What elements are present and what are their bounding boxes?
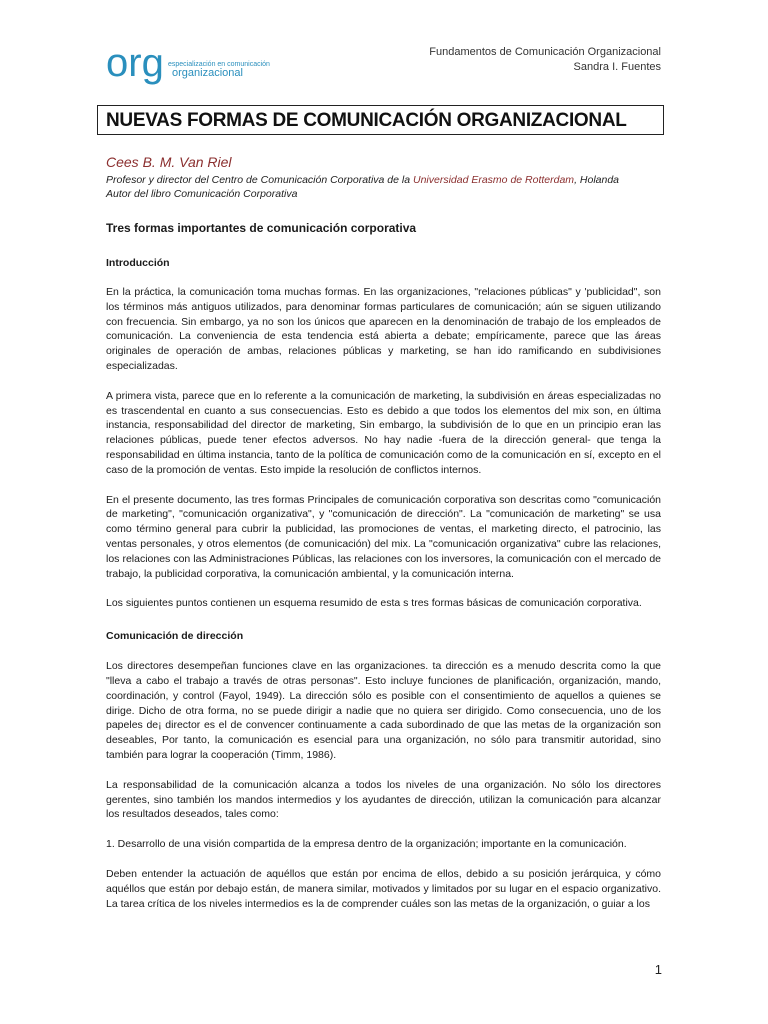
logo-tagline-2: organizacional bbox=[172, 67, 243, 79]
paragraph: Los directores desempeñan funciones clave en las organizaciones. ta dirección es a menudo descrita como la que "lleva a cabo el trabajo a través de otras personas". Esto incluye funciones de planificación, organización, mando, coordinación, y control (Fayol, 1949). La dirección sólo es posible con el consentimiento de aquellos a quienes se dirige. Dicho de otra forma, no se puede dirigir a nadie que no quiera ser dirigido. Como consecuencia, uno de los papeles de¡ director es el de convencer continuamente a cada subordinado de que las metas de la organización son deseables, Por tanto, la comunicación es esencial para una organización, no sólo para transmitir autoridad, sino también para lograr la cooperación (Timm, 1986). bbox=[106, 660, 661, 761]
university-link[interactable]: Universidad Erasmo de Rotterdam bbox=[412, 174, 575, 186]
title-box bbox=[97, 105, 664, 135]
section-title: Tres formas importantes de comunicación corporativa bbox=[106, 221, 417, 235]
author-block bbox=[106, 153, 666, 201]
header-course: Fundamentos de Comunicación Organizacional bbox=[429, 46, 661, 58]
header-author: Sandra I. Fuentes bbox=[573, 61, 661, 73]
paragraph: Los siguientes puntos contienen un esquema resumido de esta s tres formas básicas de comunicación corporativa. bbox=[106, 597, 642, 610]
author-role-suffix: , Holanda bbox=[574, 174, 620, 186]
logo-mark: org bbox=[106, 41, 164, 85]
logo-tagline-1: especialización en comunicación bbox=[168, 61, 270, 68]
author-role bbox=[106, 173, 666, 187]
intro-heading: Introducción bbox=[106, 257, 170, 269]
paragraph: La responsabilidad de la comunicación alcanza a todos los niveles de una organización. No sólo los directores gerentes, sino también los mandos intermedios y los ayudantes de dirección, utilizan la comunicación para alcanzar los resultados deseados, tales como: bbox=[106, 778, 661, 821]
author-role-prefix: Profesor y director del Centro de Comunicación Corporativa de la bbox=[106, 174, 413, 186]
page-header bbox=[429, 45, 661, 75]
paragraph: En la práctica, la comunicación toma muchas formas. En las organizaciones, "relaciones públicas" y 'publicidad", son los términos más antiguos utilizados, para denominar formas particulares de comunicación; aún se siguen utilizando con frecuencia. Sin embargo, ya no son los únicos que aparecen en la denominación de trabajo de los empleados de comunicación. La conveniencia de esta tendencia está abierta a debate; empíricamente, parece que las áreas originales de operación de ambas, relaciones públicas y marketing, se han ido ramificando en subdivisiones especializadas. bbox=[106, 286, 661, 372]
author-book: Autor del libro Comunicación Corporativa bbox=[106, 188, 298, 200]
paragraph: A primera vista, parece que en lo referente a la comunicación de marketing, la subdivisión en áreas especializadas no es trascendental en cuanto a sus consecuencias. Esto es debido a que todos los elementos del mix son, en última instancia, responsabilidad del director de marketing, Sin embargo, la subdivisión de lo que en un principio eran las relaciones públicas, puede tener efectos adversos. No hay nadie -fuera de la dirección general- que tenga la responsabilidad en última instancia, tanto de la política de comunicación como de la comunicación en sí, excepto en el caso de la promoción de ventas. Esto impide la resolución de conflictos internos. bbox=[106, 389, 661, 476]
paragraph: En el presente documento, las tres formas Principales de comunicación corporativa son descritas como "comunicación de marketing", "comunicación organizativa", y "comunicación de dirección". La "comunicación de marketing" se usa como término general para cubrir la publicidad, las promociones de ventas, el marketing directo, el patrocinio, las ventas personales, y otros elementos (de comunicación) del mix. La "comunicación organizativa" cubre las relaciones, los relaciones con las Administraciones Públicas, las relaciones con los inversores, la comunicación con el mercado de trabajo, la publicidad corporativa, la comunicación ambiental, y la comunicación interna. bbox=[106, 493, 661, 580]
page-number: 1 bbox=[654, 962, 662, 977]
author-name: Cees B. M. Van Riel bbox=[106, 154, 232, 170]
document-body bbox=[106, 220, 661, 911]
direction-heading: Comunicación de dirección bbox=[106, 630, 244, 643]
list-item: 1. Desarrollo de una visión compartida de la empresa dentro de la organización; importante en la comunicación. bbox=[106, 838, 627, 851]
document-title: NUEVAS FORMAS DE COMUNICACIÓN ORGANIZACIONAL bbox=[106, 110, 627, 131]
paragraph: Deben entender la actuación de aquéllos que están por encima de ellos, debido a su posición jerárquica, y cómo aquéllos que están por debajo están, de manera similar, motivados y limitados por su lugar en el espacio organizativo. La tarea crítica de los niveles intermedios es la de comprender cuáles son las metas de la organización, o guiar a los bbox=[106, 867, 661, 910]
org-logo bbox=[106, 38, 276, 92]
